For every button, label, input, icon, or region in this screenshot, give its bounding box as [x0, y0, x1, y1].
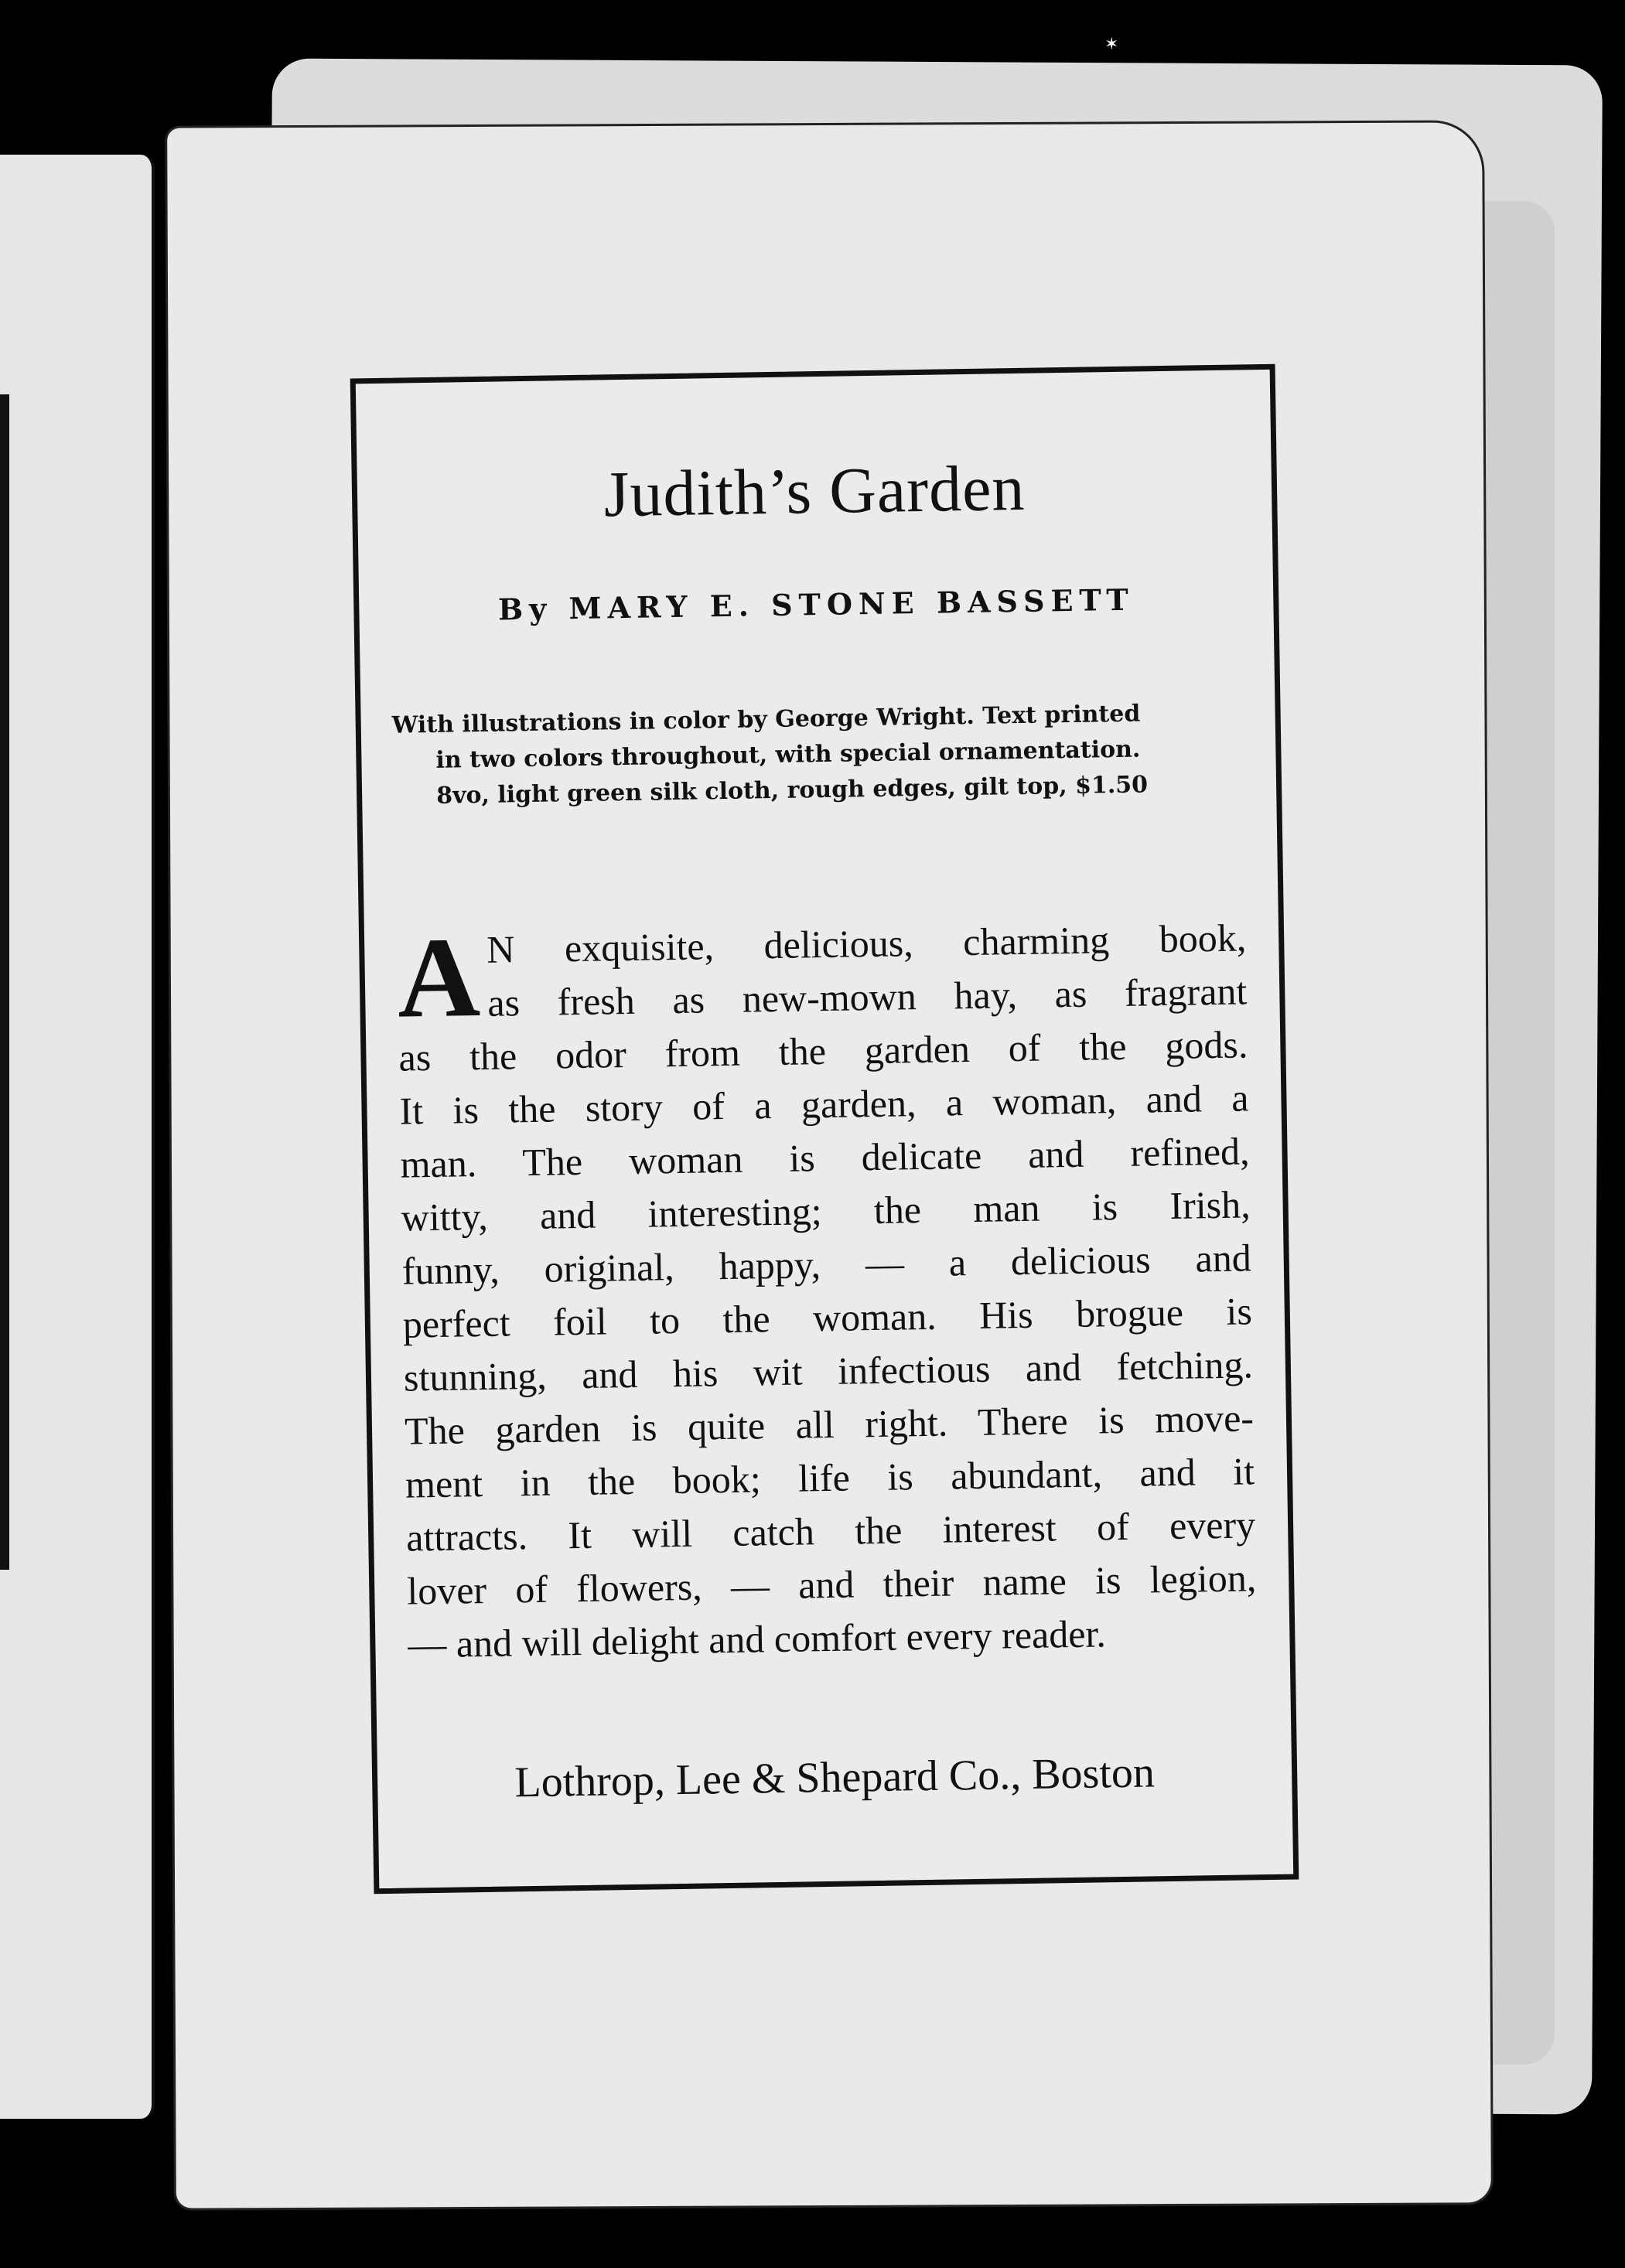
- book-details: [391, 694, 1245, 814]
- description-line: ment in the book; life is abundant, and it: [405, 1449, 1255, 1506]
- details-line: in two colors throughout, with special ornamentation.: [435, 735, 1141, 774]
- scan-speck: ✶: [1104, 34, 1119, 53]
- drop-cap-letter: A: [396, 913, 482, 1042]
- description-line: lover of flowers, — and their name is legion,: [406, 1556, 1257, 1613]
- details-line: With illustrations in color by George Wright. Text printed: [391, 700, 1141, 739]
- description-line: — and will delight and comfort every reader.: [407, 1611, 1107, 1666]
- description-line: as fresh as new-mown hay, as fragrant: [486, 969, 1248, 1025]
- book-description: [397, 911, 1258, 1671]
- left-page-edge: [0, 155, 155, 2119]
- advertisement-content: [356, 370, 1293, 1888]
- book-author: By MARY E. STONE BASSETT: [497, 581, 1135, 627]
- description-line: witty, and interesting; the man is Irish,: [401, 1182, 1251, 1240]
- book-title: Judith’s Garden: [603, 452, 1026, 531]
- description-line: as the odor from the garden of the gods.: [398, 1022, 1248, 1079]
- description-line: funny, original, happy, — a delicious and: [401, 1236, 1252, 1293]
- publisher-imprint: Lothrop, Lee & Shepard Co., Boston: [514, 1748, 1156, 1807]
- description-line: perfect foil to the woman. His brogue is: [402, 1289, 1253, 1346]
- description-line: stunning, and his wit infectious and fetching.: [403, 1342, 1254, 1400]
- description-line: The garden is quite all right. There is move-: [404, 1396, 1255, 1453]
- advertisement-frame: [350, 364, 1299, 1895]
- left-page-shadow: [0, 394, 9, 1570]
- description-line: It is the story of a garden, a woman, and a: [399, 1076, 1249, 1133]
- description-line: N exquisite, delicious, charming book,: [486, 916, 1247, 971]
- description-line: man. The woman is delicate and refined,: [400, 1129, 1250, 1186]
- details-line: 8vo, light green silk cloth, rough edges, gilt top, $1.50: [435, 771, 1149, 810]
- description-line: attracts. It will catch the interest of every: [405, 1502, 1256, 1560]
